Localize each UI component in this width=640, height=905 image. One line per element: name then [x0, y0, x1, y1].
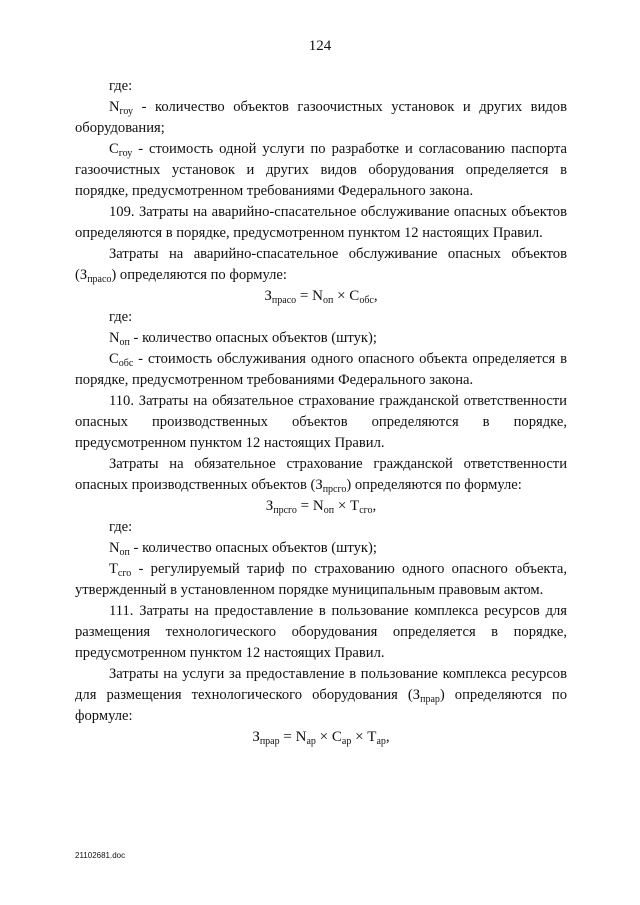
- definition-t-sgo: [75, 559, 567, 601]
- document-filename: 21102681.doc: [75, 851, 126, 860]
- definition-c-goy: [75, 139, 567, 202]
- formula-term-sub: обс: [359, 295, 374, 306]
- formula-lhs: З: [264, 288, 272, 304]
- multiply-sign: ×: [351, 729, 368, 745]
- symbol-subscript: оп: [119, 337, 130, 348]
- formula-term: T: [367, 729, 377, 745]
- paragraph-111: 111. Затраты на предоставление в пользование комплекса ресурсов для размещения технологического оборудования определяется в порядке, предусмотренном пунктом 12 настоящих Правил.: [75, 603, 567, 661]
- symbol-subscript: прар: [420, 694, 440, 705]
- formula-term: N: [295, 729, 307, 745]
- definition-text: - регулируемый тариф по страхованию одного опасного объекта, утвержденный в установленном порядке муниципальным правовым актом.: [75, 561, 567, 598]
- multiply-sign: ×: [333, 288, 350, 304]
- formula-term: C: [349, 288, 360, 304]
- equals-sign: =: [296, 288, 313, 304]
- intro-text: ) определяются по формуле:: [346, 477, 522, 493]
- formula-lhs: З: [252, 729, 260, 745]
- formula-lhs-sub: прар: [259, 736, 280, 747]
- formula-lhs-sub: прсго: [273, 505, 297, 516]
- page-number: 124: [308, 38, 332, 54]
- symbol: N: [109, 330, 120, 346]
- multiply-sign: ×: [315, 729, 332, 745]
- intro-text: Затраты на услуги за предоставление в пользование комплекса ресурсов для размещения технологического оборудования (: [75, 666, 567, 703]
- formula-2: [75, 496, 567, 517]
- definition-c-obs: [75, 349, 567, 391]
- formula-lhs-sub: прасо: [271, 295, 297, 306]
- symbol-subscript: оп: [119, 547, 130, 558]
- symbol-subscript: гоу: [118, 148, 133, 159]
- symbol-subscript: прасо: [87, 274, 112, 285]
- multiply-sign: ×: [334, 498, 351, 514]
- formula-term: N: [312, 498, 324, 514]
- equals-sign: =: [279, 729, 296, 745]
- definition-text: - стоимость обслуживания одного опасного объекта определяется в порядке, предусмотренном требованиями Федерального закона.: [75, 351, 567, 388]
- definition-n-goy: [75, 97, 567, 139]
- definition-text: - количество опасных объектов (штук);: [129, 330, 377, 346]
- formula-1: [75, 286, 567, 307]
- definition-n-on: [75, 328, 567, 349]
- document-body: [75, 76, 567, 748]
- formula-3: [75, 727, 567, 748]
- formula-intro-111: [75, 664, 567, 727]
- symbol-subscript: обс: [118, 358, 134, 369]
- paragraph-110: 110. Затраты на обязательное страхование гражданской ответственности опасных производственных объектов определяются в порядке, предусмотренном пунктом 12 настоящих Правил.: [75, 393, 567, 451]
- intro-text: Затраты на аварийно-спасательное обслуживание опасных объектов (: [75, 246, 567, 283]
- formula-end: ,: [372, 498, 377, 514]
- equals-sign: =: [296, 498, 313, 514]
- symbol: C: [109, 141, 119, 157]
- definition-text: - количество опасных объектов (штук);: [129, 540, 377, 556]
- formula-end: ,: [373, 288, 378, 304]
- formula-intro-110: [75, 454, 567, 496]
- symbol: N: [109, 99, 120, 115]
- formula-term-sub: оп: [323, 505, 335, 516]
- paragraph-109: 109. Затраты на аварийно-спасательное обслуживание опасных объектов определяются в порядке, предусмотренном пунктом 12 настоящих Правил.: [75, 204, 567, 241]
- formula-term-sub: ар: [306, 736, 316, 747]
- formula-lhs: З: [265, 498, 274, 514]
- formula-end: ,: [385, 729, 390, 745]
- formula-term-sub: сго: [359, 505, 373, 516]
- symbol-subscript: сго: [117, 568, 132, 579]
- symbol-subscript: гоу: [119, 106, 134, 117]
- where-label: где:: [109, 519, 133, 535]
- definition-text: - стоимость одной услуги по разработке и согласованию паспорта газоочистных установок и других видов оборудования определяется в порядке, предусмотренном требованиями Федерального закона.: [75, 141, 567, 199]
- formula-intro-109: [75, 244, 567, 286]
- symbol: T: [109, 561, 118, 577]
- where-label: где:: [109, 309, 133, 325]
- symbol: З: [315, 477, 323, 493]
- formula-term-sub: оп: [322, 295, 334, 306]
- formula-term-sub: ар: [376, 736, 386, 747]
- intro-text: ) определяются по формуле:: [75, 687, 567, 724]
- intro-text: Затраты на обязательное страхование гражданской ответственности опасных производственных объектов (: [75, 456, 567, 493]
- symbol: N: [109, 540, 120, 556]
- where-label: где:: [109, 78, 133, 94]
- formula-term: N: [312, 288, 323, 304]
- symbol-subscript: прсго: [322, 484, 347, 495]
- symbol: З: [412, 687, 421, 703]
- formula-term-sub: ар: [341, 736, 352, 747]
- definition-text: - количество объектов газоочистных установок и других видов оборудования;: [75, 99, 567, 136]
- definition-n-on-2: [75, 538, 567, 559]
- symbol: C: [109, 351, 119, 367]
- formula-term: T: [350, 498, 360, 514]
- intro-text: ) определяются по формуле:: [111, 267, 287, 283]
- symbol: З: [79, 267, 88, 283]
- formula-term: C: [331, 729, 342, 745]
